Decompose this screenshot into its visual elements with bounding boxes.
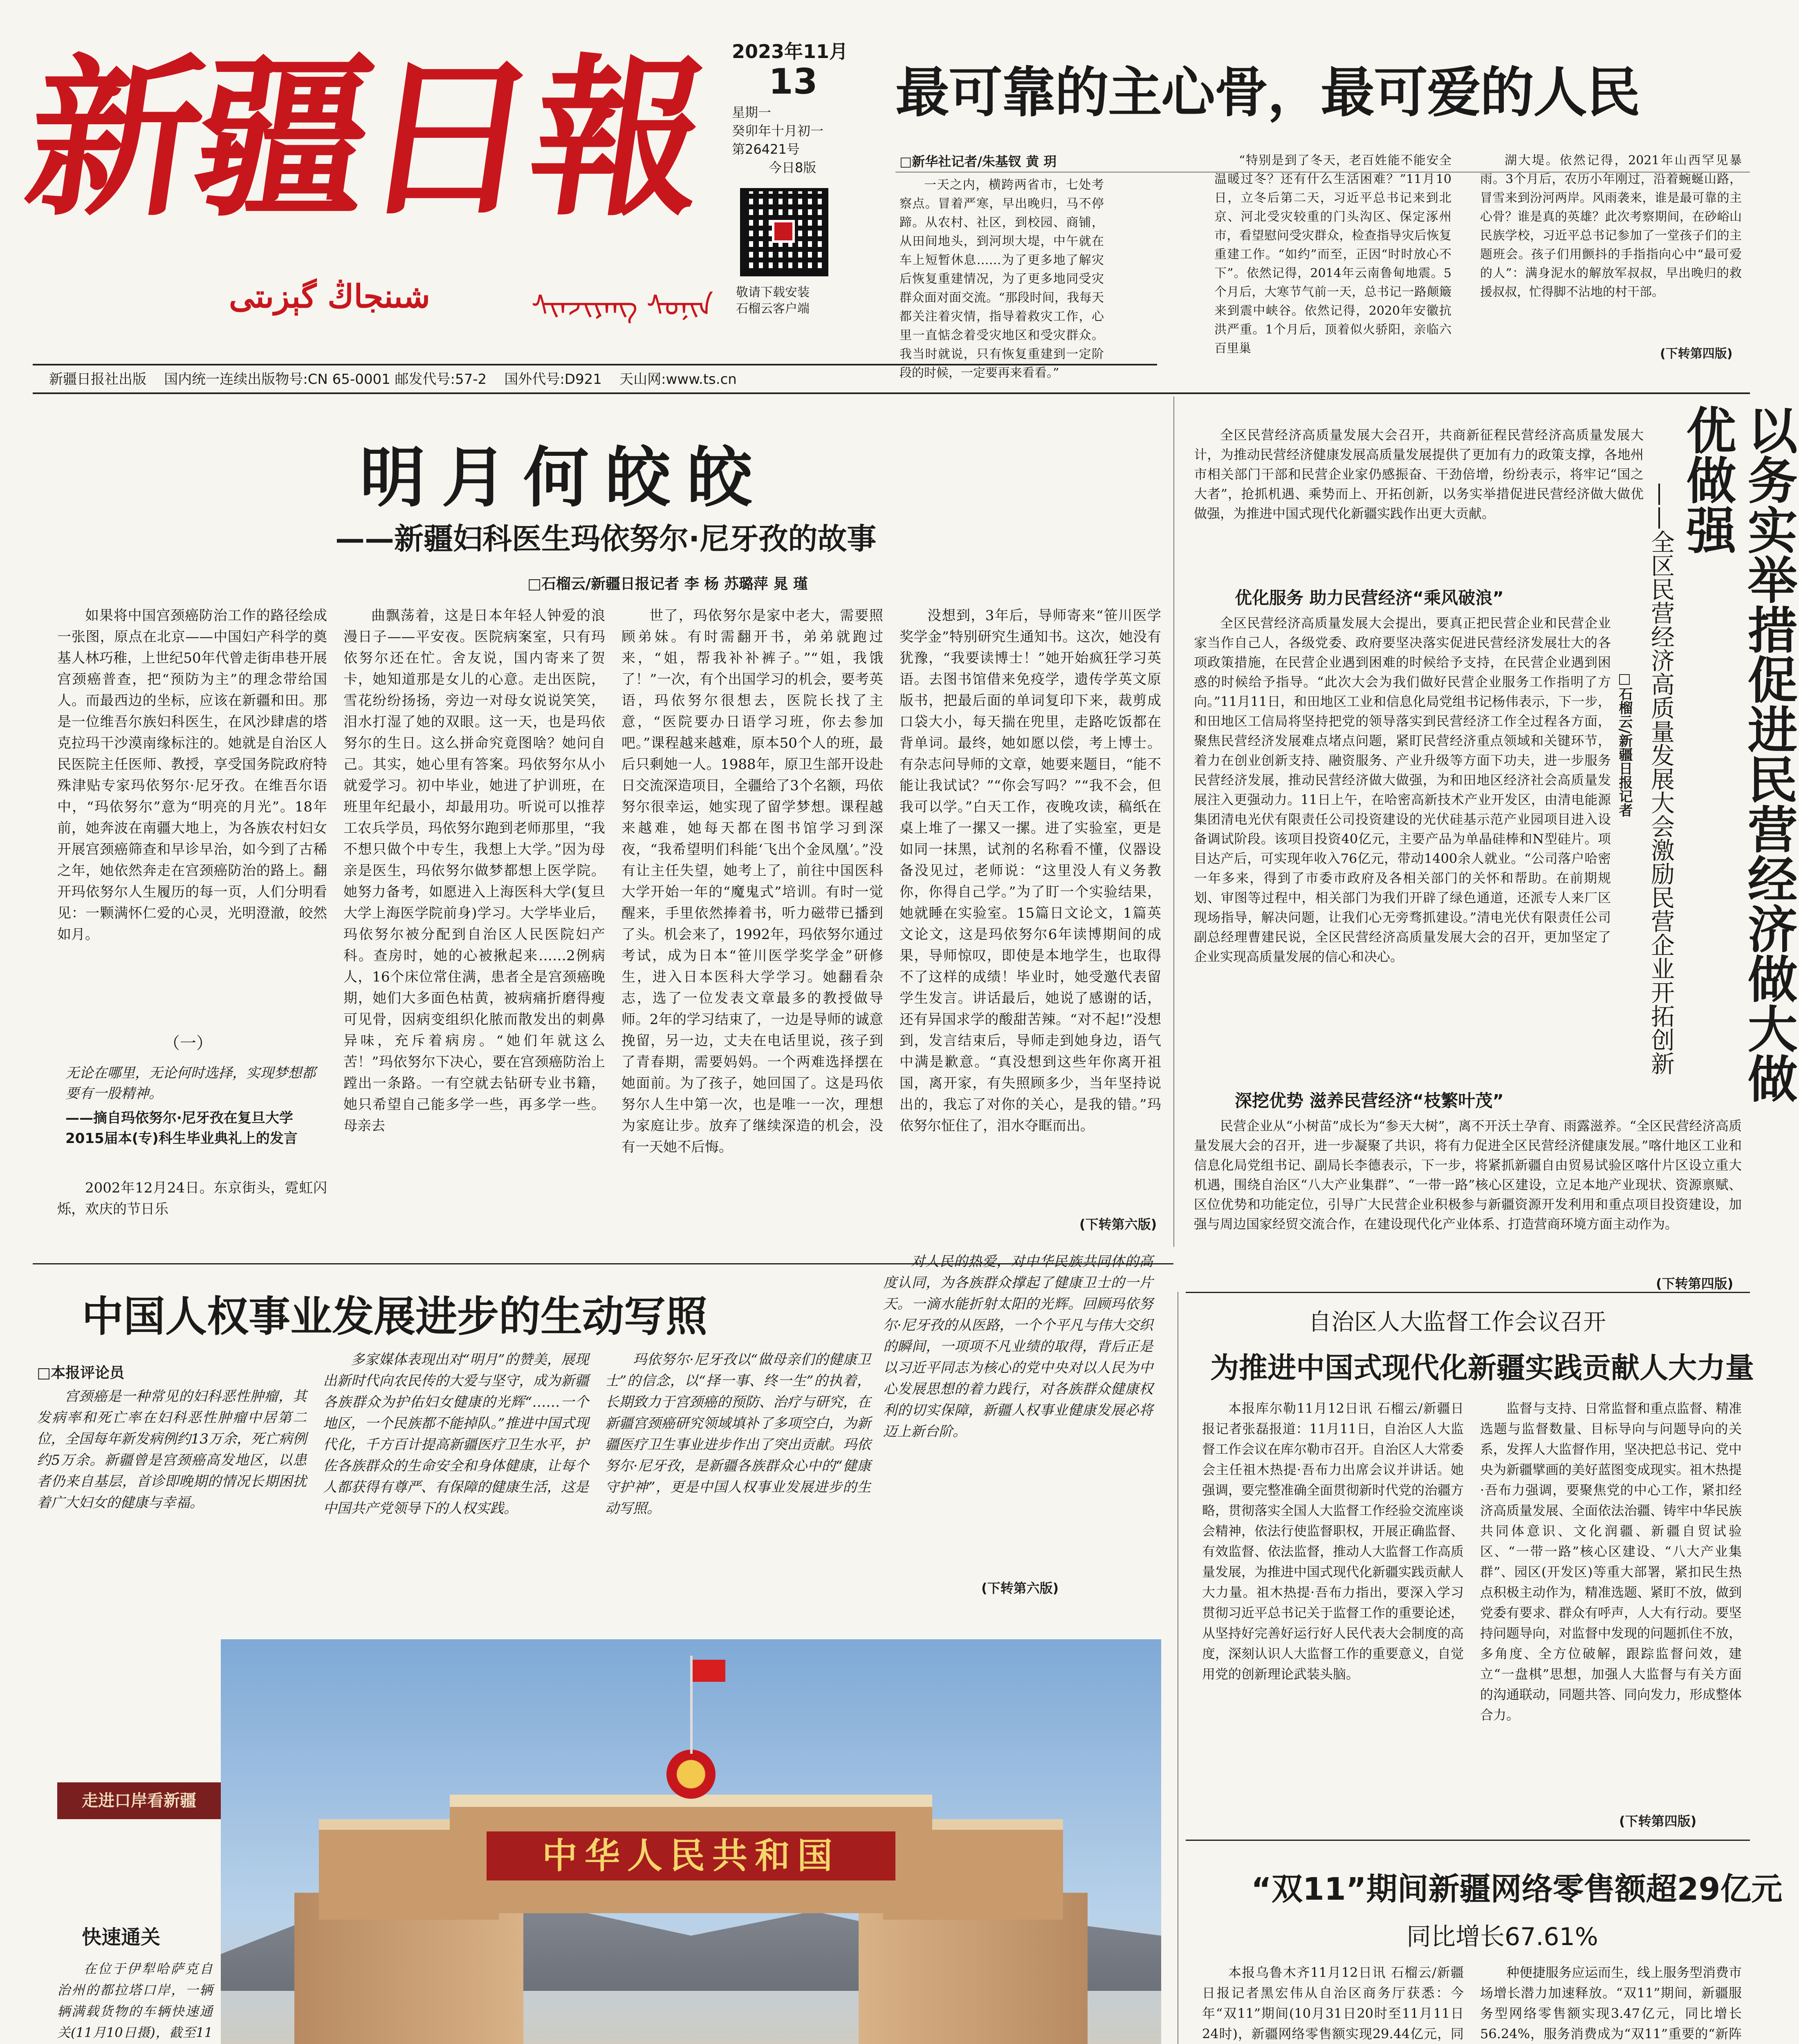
right-feature-body-2: 民营企业从“小树苗”成长为“参天大树”，离不开沃土孕育、雨露滋养。“全区民营经济高质量发展大会的召开，进一步凝聚了共识，将有力促进全区民营经济健康发展。”喀什地区工业和信息化局党组书记、副局长李德表示，下一步，将紧抓新疆自由贸易试验区喀什片区设立重大机遇，围绕自治区“八大产业集群”、“一带一路”核心区建设，立足本地产业现状、资源禀赋、区位优势和功能定位，引导广大民营企业积极参与新疆资源开发利用和重点项目投资建设，加强与周边国家经贸交流合作，在建设现代化产业体系、打造营商环境方面主动作为。 [1194, 1118, 1742, 1232]
human-rights-col-1: 宫颈癌是一种常见的妇科恶性肿瘤，其发病率和死亡率在妇科恶性肿瘤中居第二位，全国每年新发病例约13万余，死亡病例约5万余。新疆曾是宫颈癌高发地区，以患者仍来自基层，首诊即晚期的情况长期困扰着广大妇女的健康与幸福。 [37, 1388, 307, 1511]
human-rights-continued[interactable]: (下转第六版) [981, 1580, 1059, 1596]
photo-brand: 走进口岸看新疆 [57, 1782, 221, 1819]
right-feature-headline[interactable]: 以务实举措促进民营经济做大做优做强 [1678, 405, 1797, 1103]
masthead-logo: 新疆日報 [16, 38, 715, 240]
congress-kicker: 自治区人大监督工作会议召开 [1308, 1309, 1606, 1336]
gate-sign: 中华人民共和国 [487, 1831, 895, 1880]
qr-code[interactable] [740, 188, 828, 276]
feature-section-mark: （一） [164, 1034, 213, 1053]
qr-caption-2: 石榴云客户端 [736, 302, 810, 316]
feature-col-1: 如果将中国宫颈癌防治工作的路径绘成一张图，原点在北京——中国妇产科学的奠基人林巧稚，上世纪50年代曾走街串巷开展宫颈癌普查，把“预防为主”的理念带给国人。而最西边的坐标，应该在新疆和田。那是一位维吾尔族妇科医生，在风沙肆虐的塔克拉玛干沙漠南缘标注的。她就是自治区人民医院主任医师、教授，享受国务院政府特殊津贴专家玛依努尔·尼牙孜。在维吾尔语中，“玛依努尔”意为“明亮的月光”。18年前，她奔波在南疆大地上，为各族农村妇女开展宫颈癌筛查和早诊早治，如今到了古稀之年，她依然奔走在宫颈癌防治的路上。翻开玛依努尔人生履历的每一页，人们分明看见：一颗满怀仁爱的心灵，光明澄澈，皎然如月。 [57, 607, 327, 943]
lead-col-3: 湖大堤。依然记得，2021年山西罕见暴雨。3个月后，农历小年刚过，沿着蜿蜒山路，冒雪来到汾河两岸。风雨袭来，谁是最可靠的主心骨？谁是真的英雄？此次考察期间，在砂峪山民族学校，习近平总书记参加了一堂孩子们的主题班会。孩子们用颤抖的手指指向心中“最可爱的人”：满身泥水的解放军叔叔，早出晚归的救援叔叔，忙得脚不沾地的村干部。 [1480, 153, 1742, 299]
congress-continued[interactable]: (下转第四版) [1619, 1813, 1697, 1829]
congress-col-1: 本报库尔勒11月12日讯 石榴云/新疆日报记者张磊报道：11月11日，自治区人大监督工作会议在库尔勒市召开。自治区人大常委会主任祖木热提·吾布力出席会议并讲话。她强调，要完整准确全面贯彻新时代党的治疆方略，贯彻落实全国人大监督工作经验交流座谈会精神，依法行使监督职权，开展正确监督、有效监督、依法监督，推动人大监督工作高质量发展，为推进中国式现代化新疆实践贡献人大力量。祖木热提·吾布力指出，要深入学习贯彻习近平总书记关于监督工作的重要论述，从坚持好完善好运行好人民代表大会制度的高度，深刻认识人大监督工作的重要意义，自觉用党的创新理论武装头脑。 [1202, 1401, 1464, 1682]
issue-lunar: 癸卯年十月初一 [732, 123, 824, 139]
qr-caption-1: 敬请下载安装 [736, 285, 810, 300]
double11-headline[interactable]: “双11”期间新疆网络零售额超29亿元 [1251, 1871, 1783, 1907]
feature-col-4: 没想到，3年后，导师寄来“笹川医学奖学金”特别研究生通知书。这次，她没有犹豫，“我要读博士！”她开始疯狂学习英语。去图书馆借来免疫学，遗传学英文原版书，把最后面的单词复印下来，裁剪成口袋大小，每天揣在兜里，走路吃饭都在背单词。最终，她如愿以偿，考上博士。有杂志问导师的文章，她要来题目，“能不能让我试试？”“你会写吗？”“我不会，但我可以学。”白天工作，夜晚攻读，稿纸在桌上堆了一摞又一摞。进了实验室，更是如同一抹黑，试剂的名称看不懂，仪器设备没见过，老师说：“这里没人有义务教你，你得自己学。”为了盯一个实验结果，她就睡在实验室。15篇日文论文，1篇英文论文，这是玛依努尔6年读博期间的成果，导师惊叹，即使是本地学生，也取得不了这样的成绩！毕业时，她受邀代表留学生发言。讲话最后，她说了感谢的话，还有异国求学的酸甜苦辣。“对不起!”没想到，发言结束后，导师走到她身边，语气中满是歉意。“真没想到这些年你离开祖国，离开家，有失照顾多少，当年坚持说出的，我忘了对你的关心，是我的错。”玛依努尔怔住了，泪水夺眶而出。 [900, 607, 1161, 1134]
feature-byline: □石榴云/新疆日报记者 李 杨 苏璐萍 晁 瑾 [527, 576, 808, 592]
right-feature-continued[interactable]: (下转第四版) [1656, 1276, 1734, 1291]
port-photo[interactable] [221, 1639, 1161, 2044]
feature-headline[interactable]: 明月何皎皎 [360, 439, 769, 516]
congress-headline[interactable]: 为推进中国式现代化新疆实践贡献人大力量 [1210, 1351, 1754, 1385]
right-feature-subhead-2: 深挖优势 滋养民营经济“枝繁叶茂” [1235, 1091, 1504, 1111]
issue-day: 13 [769, 61, 818, 102]
feature-quote: 无论在哪里，无论何时选择，实现梦想都要有一股精神。 [65, 1065, 316, 1102]
qr-logo-icon [772, 220, 795, 243]
right-feature-intro: 全区民营经济高质量发展大会召开，共商新征程民营经济高质量发展大计，为推动民营经济健康发展高质量发展提供了更加有力的政策支撑，各地州市相关部门干部和民营企业家仍感振奋、干劲倍增，纷纷表示，将牢记“国之大者”，抢抓机遇、乘势而上、开拓创新，以务实举措促进民营经济做大做优做强，为推进中国式现代化新疆实践作出更大贡献。 [1194, 427, 1644, 521]
human-rights-col-2: 多家媒体表现出对“明月”的赞美，展现出新时代向农民传的大爱与坚守，成为新疆各族群众为护佑妇女健康的光辉“……一个地区，一个民族都不能掉队。”推进中国式现代化，千方百计提高新疆医疗卫生水平，护佐各族群众的生命安全和身体健康，让每个人都获得有尊严、有保障的健康生活，这是中国共产党领导下的人权实践。 [323, 1351, 589, 1517]
human-rights-headline[interactable]: 中国人权事业发展进步的生动写照 [82, 1293, 707, 1341]
photo-caption-title: 快速通关 [82, 1926, 161, 1949]
issue-number: 第26421号 [732, 141, 800, 157]
double11-col-2: 种便捷服务应运而生，线上服务型消费市场增长潜力加速释放。“双11”期间，新疆服务型网络零售额实现3.47亿元，同比增长56.24%，服务消费成为“双11”重要的“新阵 [1480, 1965, 1742, 2042]
lead-continued[interactable]: (下转第四版) [1660, 347, 1733, 361]
right-feature-body-1: 全区民营经济高质量发展大会提出，要真正把民营企业和民营企业家当作自己人，各级党委、政府要坚决落实促进民营经济发展壮大的各项政策措施，在民营企业遇到困难的时候给予支持，在民营企业遇到困惑的时候给予指导。“此次大会为我们做好民营企业服务工作指明了方向。”11月11日，和田地区工业和信息化局党组书记杨伟表示，下一步，和田地区工信局将坚持把党的领导落实到民营经济工作全过程各方面，聚焦民营经济发展难点堵点问题，紧盯民营经济重点领域和关键环节，着力在创业创新支持、融资服务、产业升级等方面下功夫，进一步服务民营经济发展，推动民营经济做大做强，为和田地区经济社会高质量发展注入更强动力。11日上午，在哈密高新技术产业开发区，由清电能源集团清电光伏有限责任公司投资建设的光伏硅基示范产业园项目进入设备调试阶段。该项目投资40亿元，主要产品为单晶硅棒和N型硅片。项目达产后，可实现年收入76亿元，带动1400余人就业。“公司落户哈密一年多来，得到了市委市政府及各相关部门的关怀和帮助。在前期规划、审图等过程中，相关部门为我们开辟了绿色通道，还派专人来厂区现场指导，解决问题，让我们心无旁骛抓建设。”清电光伏有限责任公司副总经理曹建民说，全区民营经济高质量发展大会的召开，更加坚定了企业实现高质量发展的信心和决心。 [1194, 615, 1611, 964]
human-rights-col-3: 玛依努尔·尼牙孜以“做母亲们的健康卫士”的信念，以“择一事、终一生”的执着，长期致力于宫颈癌的预防、治疗与研究，在新疆宫颈癌研究领域填补了多项空白，为新疆医疗卫生事业进步作出了突出贡献。玛依努尔·尼牙孜，是新疆各族群众心中的“健康守护神”，更是中国人权事业发展进步的生动写照。 [605, 1351, 871, 1517]
publication-info: 新疆日报社出版 国内统一连续出版物号:CN 65-0001 邮发代号:57-2 国外代号:D921 天山网:www.ts.cn [49, 371, 737, 388]
feature-subheadline: ——新疆妇科医生玛依努尔·尼牙孜的故事 [335, 522, 877, 556]
feature-continued[interactable]: (下转第六版) [1079, 1217, 1157, 1232]
masthead-mongolian-name: ᠰᠢᠨᠵᠢᠶᠠᠩ ᠰᠣᠨᠢᠨ [532, 289, 713, 323]
double11-col-1: 本报乌鲁木齐11月12日讯 石榴云/新疆日报记者黑宏伟从自治区商务厅获悉：今年“双11”期间(10月31日20时至11月11日24时)，新疆网络零售额实现29.44亿元，同 [1202, 1965, 1464, 2042]
human-rights-col-4: 对人民的热爱，对中华民族共同体的高度认同，为各族群众撑起了健康卫士的一片天。一滴水能折射太阳的光辉。回顾玛依努尔·尼牙孜的从医路，一个个平凡与伟大交织的瞬间，一项项不凡业绩的取得，背后正是以习近平同志为核心的党中央对以人民为中心发展思想的着力践行，对各族群众健康权利的切实保障，新疆人权事业健康发展必将迈上新台阶。 [883, 1253, 1153, 1440]
lead-byline: □新华社记者/朱基钗 黄 玥 [900, 154, 1057, 169]
lead-col-2: “特别是到了冬天，老百姓能不能安全温暖过冬？还有什么生活困难？”11月10日，立冬后第二天，习近平总书记来到北京、河北受灾较重的门头沟区、保定涿州市，看望慰问受灾群众，检查指导灾后恢复重建工作。“如约”而至，正因“时时放心不下”。依然记得，2014年云南鲁甸地震。5个月后，大寒节气前一天，总书记一路颠簸来到震中峡谷。依然记得，2020年安徽抗洪严重。1个月后，顶着似火骄阳，亲临六百里巢 [1214, 153, 1451, 356]
congress-col-2: 监督与支持、日常监督和重点监督、精准选题与监督数量、目标导向与问题导向的关系，发挥人大监督作用，坚决把总书记、党中央为新疆擘画的美好蓝图变成现实。祖木热提·吾布力强调，要聚焦党的中心工作，紧扣经济高质量发展、全面依法治疆、铸牢中华民族共同体意识、文化润疆、新疆自贸试验区、“一带一路”核心区建设、“八大产业集群”、园区(开发区)等重大部署，紧扣民生热点积极主动作为，精准选题、紧盯不放，做到党委有要求、群众有呼声，人大有行动。要坚持问题导向，对监督中发现的问题抓住不放，多角度、全方位破解，跟踪监督问效，建立“一盘棋”思想，加强人大监督与有关方面的沟通联动，同题共答、同向发力，形成整体合力。 [1480, 1401, 1742, 1723]
issue-weekday: 星期一 [732, 105, 772, 120]
national-emblem-icon [666, 1750, 716, 1799]
website-link[interactable]: 天山网:www.ts.cn [619, 371, 737, 388]
feature-col-1b: 2002年12月24日。东京街头，霓虹闪烁，欢庆的节日乐 [57, 1180, 327, 1217]
feature-col-2: 曲飘荡着，这是日本年轻人钟爱的浪漫日子——平安夜。医院病案室，只有玛依努尔还在忙。舍友说，国内寄来了贺卡，她知道那是女儿的心意。走出医院，雪花纷纷扬扬，旁边一对母女说说笑笑，泪水打湿了她的双眼。这一天，也是玛依努尔的生日。这么拼命究竟图啥？她问自己。其实，她心里有答案。玛依努尔从小就爱学习。初中毕业，她进了护训班，在班里年纪最小，却最用功。听说可以推荐工农兵学员，玛依努尔跑到老师那里，“我不想只做个中专生，我想上大学。”因为母亲是医生，玛依努尔做梦都想上医学院。她努力备考，如愿进入上海医科大学(复旦大学上海医学院前身)学习。大学毕业后，玛依努尔被分配到自治区人民医院妇产科。查房时，她的心被揪起来……2例病人，16个床位常住满，患者全是宫颈癌晚期，她们大多面色枯黄，被病痛折磨得瘦可见骨，因病变组织化脓而散发出的刺鼻异味，充斥着病房。“她们年就这么苦！”玛依努尔下决心，要在宫颈癌防治上蹚出一条路。一有空就去钻研专业书籍，她只希望自己能多学一些，再多学一些。母亲去 [343, 607, 605, 1134]
right-feature-subheadline: ——全区民营经济高质量发展大会激励民营企业开拓创新 [1647, 482, 1675, 1075]
masthead-uyghur-name: شىنجاڭ گېزىتى [229, 278, 430, 315]
right-feature-subhead-1: 优化服务 助力民营经济“乘风破浪” [1235, 588, 1504, 608]
national-flag-icon [693, 1660, 725, 1682]
double11-subheadline: 同比增长67.61% [1406, 1923, 1598, 1951]
lead-headline[interactable]: 最可靠的主心骨，最可爱的人民 [895, 61, 1640, 124]
feature-col-3: 世了，玛依努尔是家中老大，需要照顾弟妹。有时需翻开书，弟弟就跑过来，“姐，帮我补补裤子。”“姐，我饿了！”一次，有个出国学习的机会，要考英语，玛依努尔很想去，医院长找了主意，“医院要办日语学习班，你去参加吧。”课程越来越难，原本50个人的班，最后只剩她一人。1988年，原卫生部开设赴日交流深造项目，全疆给了3个名额，玛依努尔很幸运，她实现了留学梦想。课程越来越难，她每天都在图书馆学习到深夜，“我希望明们科能‘飞出个金凤凰’。”没有让主任失望，她考上了，前往中国医科大学开始一年的“魔鬼式”培训。有时一觉醒来，手里依然捧着书，听力磁带已播到了头。机会来了，1992年，玛依努尔通过考试，成为日本“笹川医学奖学金”研修生，进入日本医科大学学习。她翻看杂志，选了一位发表文章最多的教授做导师。2年的学习结束了，一边是导师的诚意挽留，另一边，丈夫在电话里说，孩子到了青春期，需要妈妈。一个两难选择摆在她面前。为了孩子，她回国了。这是玛依努尔人生中第一次，也是唯一一次，理想为家庭让步。放弃了继续深造的机会，没有一天她不后悔。 [621, 607, 883, 1155]
issue-pages: 今日8版 [769, 160, 817, 175]
issue-date: 2023年11月 [732, 40, 848, 63]
photo-caption: 在位于伊犁哈萨克自治州的都拉塔口岸，一辆辆满载货物的车辆快速通关(11月10日摄)，截至11 [57, 1961, 213, 2040]
human-rights-byline: □本报评论员 [37, 1365, 125, 1381]
feature-quote-source: ——摘自玛依努尔·尼牙孜在复旦大学2015届本(专)科生毕业典礼上的发言 [65, 1110, 298, 1147]
right-feature-byline: □石榴云/新疆日报记者 [1616, 670, 1633, 817]
lead-col-1: 一天之内，横跨两省市，七处考察点。冒着严寒，早出晚归，马不停蹄。从农村、社区，到校园、商铺，从田间地头，到河坝大堤，中午就在车上短暂休息……为了更多地了解灾后恢复重建情况，为了更多地同受灾群众面对面交流。“那段时间，我每天都关注着灾情，指导着救灾工作，心里一直惦念着受灾地区和受灾群众。我当时就说，只有恢复重建到一定阶段的时候，一定要再来看看。” [900, 178, 1104, 380]
